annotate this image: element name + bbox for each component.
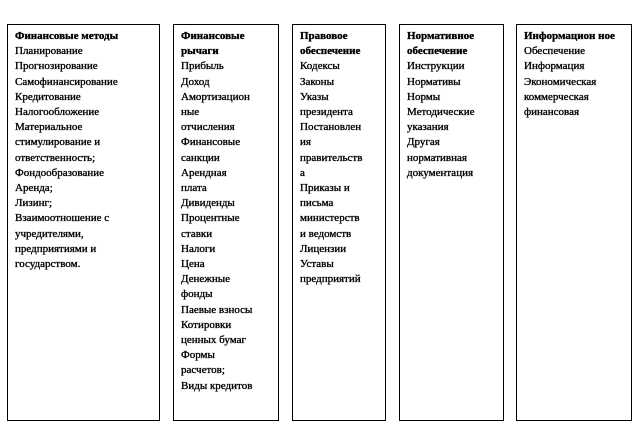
list-item: Планирование — [15, 45, 83, 58]
list-item: ставки — [181, 227, 213, 240]
list-item: Процентные — [181, 212, 240, 225]
list-item: ные — [181, 106, 200, 119]
list-item: Кодексы — [300, 60, 340, 73]
list-item: Другая — [407, 136, 440, 149]
list-item: указания — [407, 121, 449, 134]
list-item: Обеспечение — [524, 45, 585, 58]
list-item: плата — [181, 182, 207, 195]
list-item: Нормы — [407, 90, 441, 103]
financial-methods-box — [7, 24, 160, 421]
column-title: Информацион ное — [524, 30, 615, 42]
list-item: санкции — [181, 151, 220, 164]
list-item: Арендная — [181, 166, 227, 179]
list-item: ответственность; — [15, 151, 96, 164]
list-item: Лизинг; — [15, 197, 53, 210]
list-item: Денежные — [181, 273, 231, 286]
normative-support-box — [399, 24, 504, 421]
list-item: Экономическая — [524, 75, 597, 88]
list-item: Прогнозирование — [15, 60, 98, 73]
list-item: государством. — [15, 258, 81, 271]
list-item: и ведомств — [300, 227, 352, 240]
list-item: Налоги — [181, 242, 216, 255]
list-item: Взаимоотношение с — [15, 212, 110, 225]
list-item: Материальное — [15, 121, 83, 134]
list-item: документация — [407, 166, 474, 179]
list-item: Информация — [524, 60, 585, 73]
list-item: Постановлен — [300, 121, 362, 134]
list-item: предприятий — [300, 273, 361, 286]
list-item: Цена — [181, 258, 205, 271]
list-item: правительств — [300, 151, 363, 164]
list-item: Кредитование — [15, 90, 81, 103]
list-item: Котировки — [181, 318, 232, 331]
column-title: Нормативное обеспечение — [407, 30, 475, 58]
list-item: фонды — [181, 288, 213, 301]
list-item: Дивиденды — [181, 197, 235, 210]
list-item: Амортизацион — [181, 90, 250, 103]
column-title: Правовое обеспечение — [300, 30, 361, 58]
list-item: Приказы и — [300, 182, 350, 195]
list-item: письма — [300, 197, 334, 210]
list-item: Аренда; — [15, 182, 53, 195]
list-item: учредителями, — [15, 227, 84, 240]
list-item: нормативная — [407, 151, 467, 164]
list-item: Прибыль — [181, 60, 224, 73]
list-item: Формы — [181, 349, 215, 362]
list-item: предприятиями и — [15, 242, 97, 255]
list-item: Методические — [407, 106, 475, 119]
list-item: Инструкции — [407, 60, 465, 73]
list-item: Законы — [300, 75, 334, 88]
list-item: Уставы — [300, 258, 334, 271]
list-item: Виды кредитов — [181, 379, 253, 392]
list-item: стимулирование и — [15, 136, 101, 149]
legal-support-box — [292, 24, 386, 421]
column-title: Финансовые рычаги — [181, 30, 245, 58]
list-item: министерств — [300, 212, 360, 225]
list-item: Доход — [181, 75, 210, 88]
list-item: Паевые взносы — [181, 303, 253, 316]
list-item: ценных бумаг — [181, 334, 246, 347]
financial-levers-box — [173, 24, 279, 421]
list-item: Финансовые — [181, 136, 241, 149]
list-item: финансовая — [524, 106, 580, 119]
list-item: ия — [300, 136, 311, 149]
list-item: коммерческая — [524, 90, 589, 103]
list-item: Указы — [300, 90, 329, 103]
information-support-box — [516, 24, 632, 421]
list-item: расчетов; — [181, 364, 225, 377]
list-item: Лицензии — [300, 242, 347, 255]
list-item: Самофинансирование — [15, 75, 118, 88]
list-item: Фондообразование — [15, 166, 105, 179]
list-item: Нормативы — [407, 75, 461, 88]
list-item: президента — [300, 106, 353, 119]
list-item: а — [300, 166, 305, 179]
list-item: Налогообложение — [15, 106, 100, 119]
list-item: отчисления — [181, 121, 235, 134]
column-title: Финансовые методы — [15, 30, 119, 42]
